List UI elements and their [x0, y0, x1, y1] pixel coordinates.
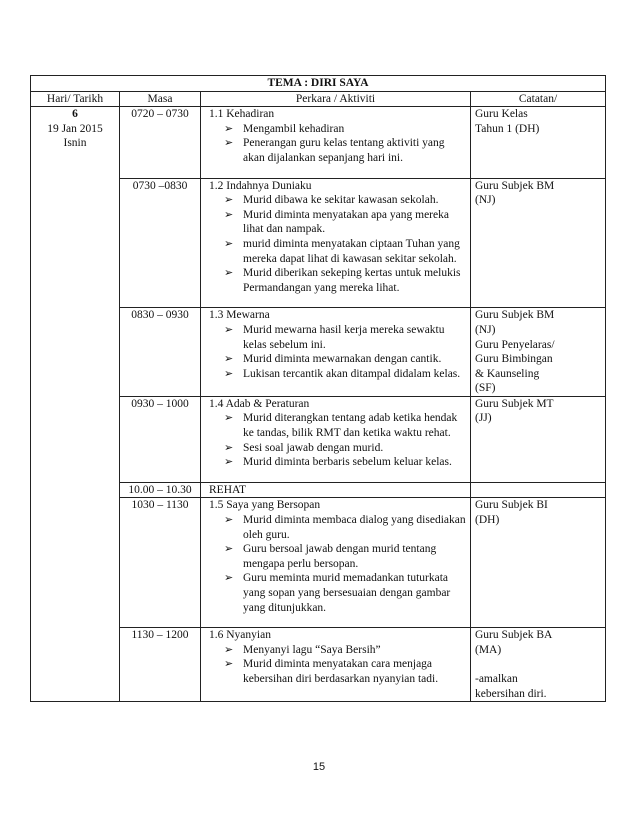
list-item-text: Murid diterangkan tentang adab ketika hendak ke tandas, bilik RMT dan ketika waktu rehat.: [243, 412, 458, 440]
schedule-body: [31, 107, 606, 702]
notes-cell: [471, 178, 606, 308]
notes-cell: [471, 482, 606, 498]
list-item: [224, 367, 466, 382]
list-item: [224, 136, 466, 165]
header-catatan: Catatan/: [471, 91, 606, 107]
table-title: TEMA : DIRI SAYA: [31, 76, 606, 92]
list-item-text: Menyanyi lagu “Saya Bersih”: [243, 643, 381, 656]
note-line: Guru Subjek BA: [475, 629, 553, 642]
note-line: Guru Subjek BM: [475, 179, 555, 192]
notes-cell: [471, 308, 606, 397]
time-cell: 0930 – 1000: [120, 396, 201, 482]
note-line: Guru Subjek BI: [475, 499, 548, 512]
list-item-text: Murid mewarna hasil kerja mereka sewaktu kelas sebelum ini.: [243, 323, 445, 351]
arrow-bullet-icon: ➢: [224, 323, 234, 336]
activity-title: REHAT: [209, 483, 247, 496]
note-line: (NJ): [475, 194, 496, 207]
arrow-bullet-icon: ➢: [224, 514, 234, 527]
activity-list: [205, 411, 466, 469]
list-item-text: Murid diminta berbaris sebelum keluar kelas.: [243, 456, 452, 469]
activity-title: 1.1 Kehadiran: [209, 108, 275, 121]
arrow-bullet-icon: ➢: [224, 137, 234, 150]
time-cell: 0720 – 0730: [120, 107, 201, 178]
arrow-bullet-icon: ➢: [224, 367, 234, 380]
list-item-text: Murid diminta menyatakan cara menjaga kebersihan diri berdasarkan nyanyian tadi.: [243, 658, 439, 685]
note-line: (SF): [475, 382, 496, 395]
activity-list: [205, 122, 466, 166]
activity-list: [205, 193, 466, 295]
time-cell: 1030 – 1130: [120, 498, 201, 628]
list-item: [224, 657, 466, 686]
list-item-text: Guru meminta murid memadankan tuturkata yang sopan yang bersesuaian dengan gambar yang ditunjukkan.: [243, 572, 451, 614]
arrow-bullet-icon: ➢: [224, 441, 234, 454]
list-item: [224, 352, 466, 367]
activity-cell: [201, 498, 471, 628]
table-row: [31, 107, 606, 178]
day-weekday: Isnin: [63, 137, 87, 150]
activity-title: 1.4 Adab & Peraturan: [209, 397, 310, 410]
arrow-bullet-icon: ➢: [224, 237, 234, 250]
time-cell: 1130 – 1200: [120, 628, 201, 702]
header-masa: Masa: [120, 91, 201, 107]
activity-cell: [201, 396, 471, 482]
list-item: [224, 237, 466, 266]
arrow-bullet-icon: ➢: [224, 543, 234, 556]
arrow-bullet-icon: ➢: [224, 122, 234, 135]
activity-cell: [201, 178, 471, 308]
list-item-text: Murid diminta membaca dialog yang disediakan oleh guru.: [243, 514, 466, 541]
activity-cell: [201, 482, 471, 498]
page-number: 15: [312, 761, 326, 773]
list-item: [224, 441, 466, 456]
list-item-text: Guru bersoal jawab dengan murid tentang mengapa perlu bersopan.: [243, 543, 437, 570]
list-item-text: Penerangan guru kelas tentang aktiviti yang akan dijalankan sepanjang hari ini.: [243, 137, 445, 164]
note-line: Guru Subjek BM: [475, 309, 555, 322]
time-cell: 0730 –0830: [120, 178, 201, 308]
note-line: (JJ): [475, 412, 492, 425]
header-perkara: Perkara / Aktiviti: [201, 91, 471, 107]
schedule-table: [30, 75, 606, 702]
activity-cell: [201, 628, 471, 702]
activity-list: [205, 323, 466, 381]
activity-list: [205, 643, 466, 687]
note-line: & Kaunseling: [475, 367, 540, 380]
arrow-bullet-icon: ➢: [224, 412, 234, 425]
arrow-bullet-icon: ➢: [224, 208, 234, 221]
list-item-text: Murid dibawa ke sekitar kawasan sekolah.: [243, 194, 439, 207]
notes-cell: [471, 107, 606, 178]
day-date: 19 Jan 2015: [47, 122, 103, 135]
list-item: [224, 513, 466, 542]
note-line: Guru Kelas: [475, 108, 528, 121]
list-item: [224, 208, 466, 237]
list-item: [224, 571, 466, 615]
arrow-bullet-icon: ➢: [224, 643, 234, 656]
time-cell: 10.00 – 10.30: [120, 482, 201, 498]
day-number: 6: [72, 108, 78, 121]
activity-title: 1.2 Indahnya Duniaku: [209, 179, 312, 192]
list-item: [224, 455, 466, 470]
arrow-bullet-icon: ➢: [224, 194, 234, 207]
list-item-text: Murid diberikan sekeping kertas untuk melukis Permandangan yang mereka lihat.: [243, 267, 461, 294]
activity-cell: [201, 308, 471, 397]
activity-title: 1.6 Nyanyian: [209, 629, 271, 642]
time-cell: 0830 – 0930: [120, 308, 201, 397]
day-cell: [31, 107, 120, 702]
note-line: -amalkan: [475, 672, 518, 685]
note-line: (MA): [475, 643, 502, 656]
arrow-bullet-icon: ➢: [224, 353, 234, 366]
note-line: Tahun 1 (DH): [475, 122, 540, 135]
note-line: (NJ): [475, 323, 496, 336]
list-item: [224, 643, 466, 658]
activity-cell: [201, 107, 471, 178]
list-item: [224, 542, 466, 571]
activity-title: 1.3 Mewarna: [209, 309, 270, 322]
arrow-bullet-icon: ➢: [224, 658, 234, 671]
list-item-text: Mengambil kehadiran: [243, 122, 345, 135]
header-row: [31, 91, 606, 107]
list-item: [224, 193, 466, 208]
header-hari: Hari/ Tarikh: [31, 91, 120, 107]
list-item-text: Lukisan tercantik akan ditampal didalam kelas.: [243, 367, 461, 380]
list-item: [224, 323, 466, 352]
list-item: [224, 266, 466, 295]
list-item-text: murid diminta menyatakan ciptaan Tuhan yang mereka dapat lihat di kawasan sekitar sekolah.: [243, 237, 460, 265]
list-item: [224, 411, 466, 440]
list-item: [224, 122, 466, 137]
arrow-bullet-icon: ➢: [224, 572, 234, 585]
arrow-bullet-icon: ➢: [224, 267, 234, 280]
note-line: Guru Bimbingan: [475, 353, 553, 366]
note-line: Guru Subjek MT: [475, 397, 554, 410]
notes-cell: [471, 628, 606, 702]
note-line: kebersihan diri.: [475, 687, 547, 700]
notes-cell: [471, 498, 606, 628]
activity-title: 1.5 Saya yang Bersopan: [209, 499, 321, 512]
list-item-text: Murid diminta menyatakan apa yang mereka lihat dan nampak.: [243, 208, 449, 236]
list-item-text: Sesi soal jawab dengan murid.: [243, 441, 384, 454]
note-line: [475, 657, 601, 672]
note-line: (DH): [475, 514, 500, 527]
activity-list: [205, 513, 466, 615]
notes-cell: [471, 396, 606, 482]
list-item-text: Murid diminta mewarnakan dengan cantik.: [243, 353, 442, 366]
arrow-bullet-icon: ➢: [224, 456, 234, 469]
note-line: Guru Penyelaras/: [475, 338, 555, 351]
